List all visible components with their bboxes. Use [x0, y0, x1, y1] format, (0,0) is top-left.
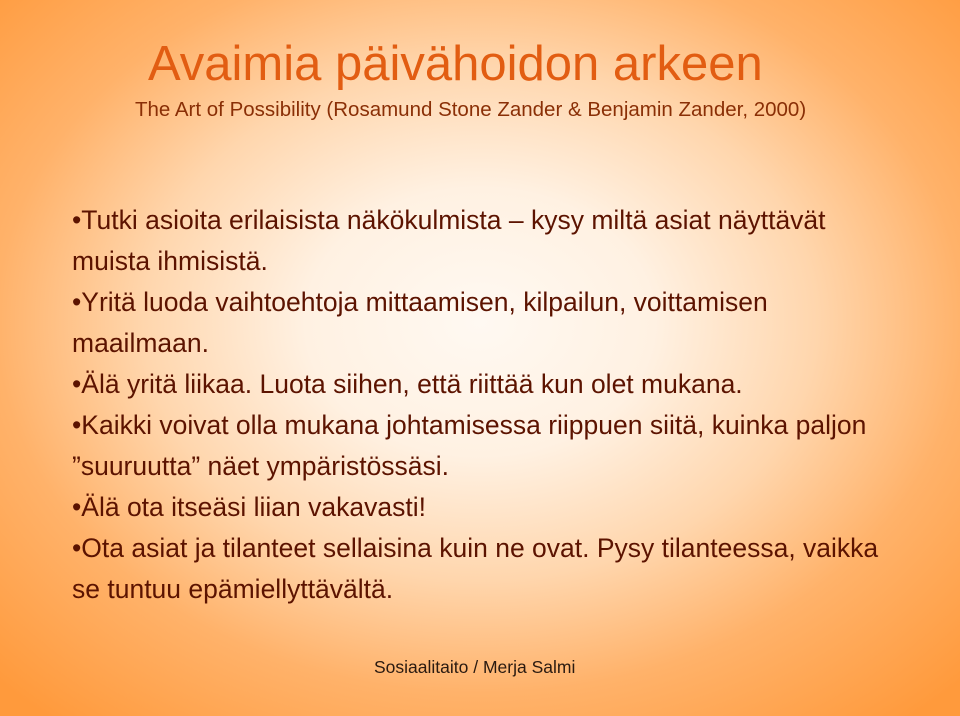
bullet-text: Yritä luoda vaihtoehtoja mittaamisen, kilpailun, voittamisen maailmaan. [72, 287, 768, 358]
bullet-icon: • [72, 287, 82, 317]
bullet-icon: • [72, 492, 82, 522]
bullet-text: Kaikki voivat olla mukana johtamisessa riippuen siitä, kuinka paljon ”suuruutta” näet ympäristössäsi. [72, 410, 867, 481]
bullet-icon: • [72, 533, 82, 563]
bullet-icon: • [72, 205, 82, 235]
slide-subtitle: The Art of Possibility (Rosamund Stone Zander & Benjamin Zander, 2000) [135, 98, 807, 121]
bullet-text: Tutki asioita erilaisista näkökulmista – kysy miltä asiat näyttävät muista ihmisistä. [72, 205, 826, 276]
bullet-text: Ota asiat ja tilanteet sellaisina kuin ne ovat. Pysy tilanteessa, vaikka se tuntuu epämiellyttävältä. [72, 533, 879, 604]
bullet-icon: • [72, 410, 82, 440]
bullet-item [72, 528, 902, 610]
bullet-item [72, 487, 902, 528]
bullet-list [72, 200, 902, 610]
bullet-item [72, 282, 902, 364]
bullet-icon: • [72, 369, 82, 399]
slide-title: Avaimia päivähoidon arkeen [148, 37, 763, 91]
bullet-item [72, 364, 902, 405]
bullet-text: Älä ota itseäsi liian vakavasti! [81, 492, 426, 522]
bullet-text: Älä yritä liikaa. Luota siihen, että riittää kun olet mukana. [81, 369, 743, 399]
bullet-item [72, 200, 902, 282]
slide-footer: Sosiaalitaito / Merja Salmi [374, 657, 576, 677]
bullet-item [72, 405, 902, 487]
